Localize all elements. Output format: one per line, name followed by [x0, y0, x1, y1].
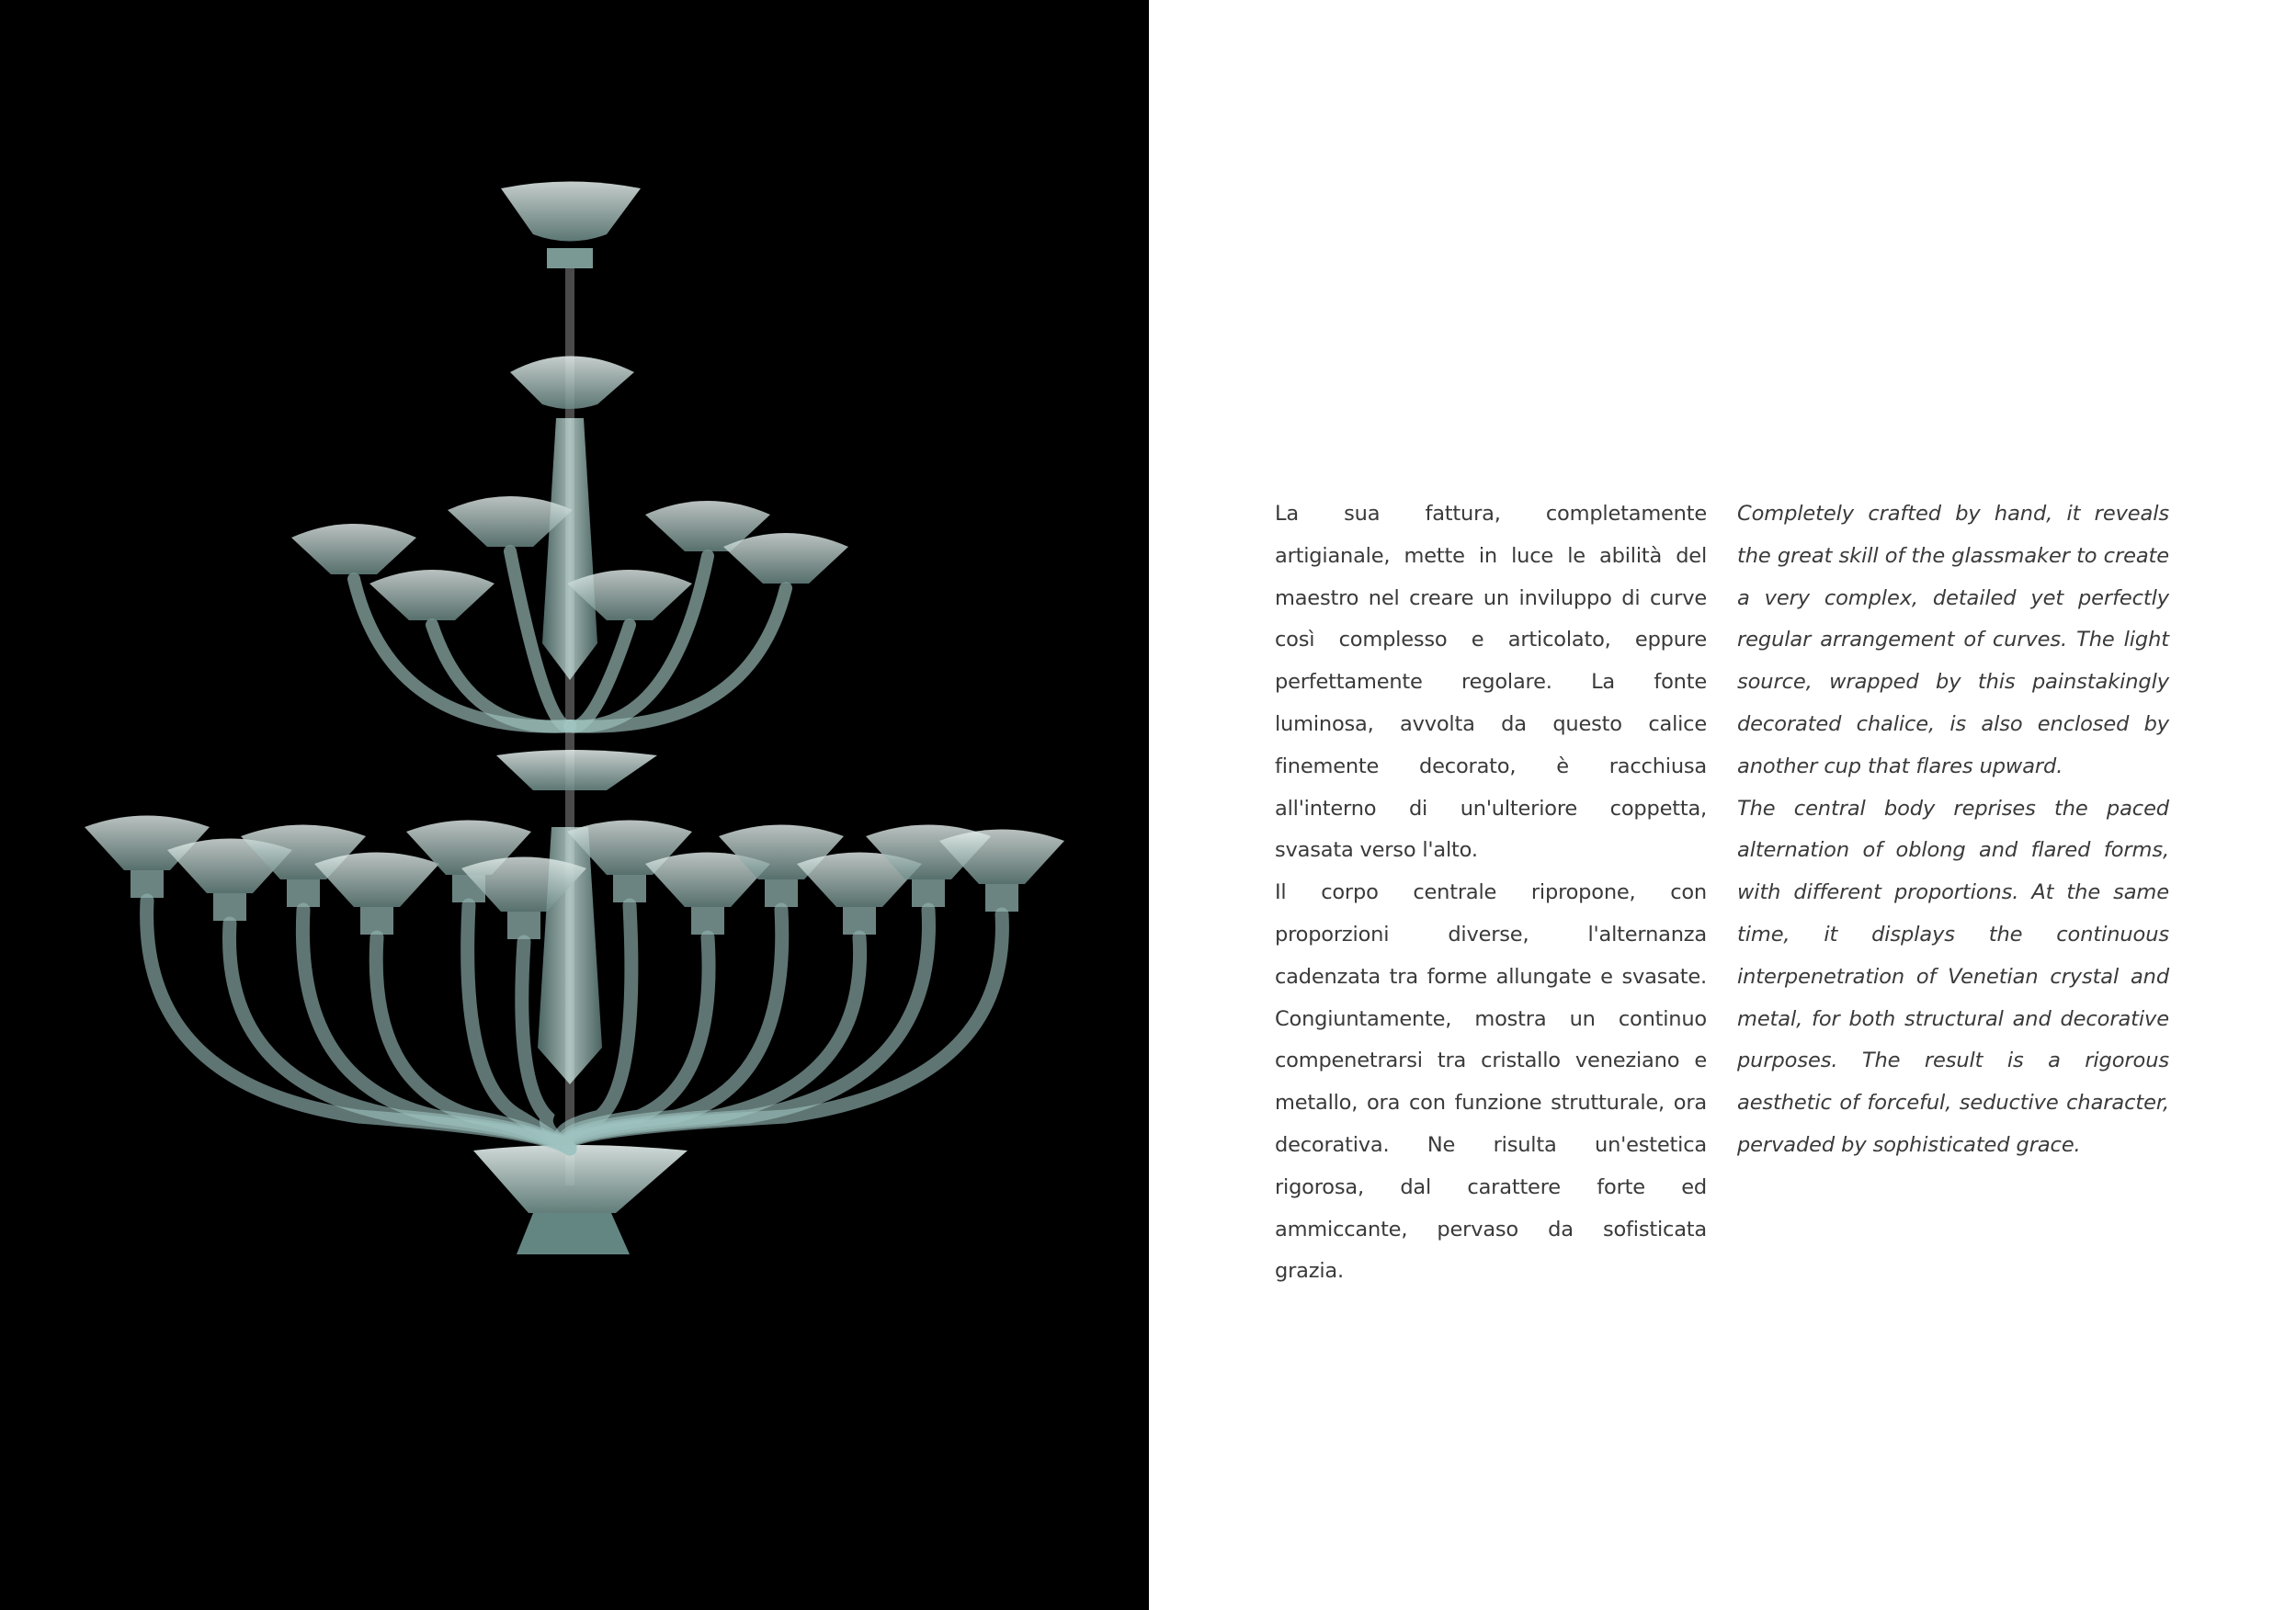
upper-candle-cup [369, 570, 494, 620]
italian-description [1275, 493, 1707, 1293]
italian-paragraph-2: Il corpo centrale ripropone, con proporzioni diverse, l'alternanza cadenzata tra forme allungate e svasate. Congiuntamente, mostra un continuo compenetrarsi tra cristallo veneziano e metallo, ora con funzione strutturale, ora decorativa. Ne risulta un'estetica rigorosa, dal carattere forte ed ammiccante, pervaso da sofisticata grazia. [1275, 880, 1707, 1284]
english-description [1737, 493, 2169, 1167]
upper-candle-cup [723, 533, 848, 584]
upper-cup [510, 357, 634, 410]
lower-candle-cup [314, 853, 439, 908]
english-paragraph-1: Completely crafted by hand, it reveals the great skill of the glassmaker to create a very complex, detailed yet perfectly regular arrangement of curves. The light source, wrapped by this painstakingly decorated chalice, is also enclosed by another cup that flares upward. [1737, 502, 2169, 778]
candle-bobeche [843, 907, 876, 935]
chandelier [85, 182, 1064, 1255]
candle-bobeche [360, 907, 393, 935]
candle-bobeche [765, 879, 798, 907]
description-panel [1149, 0, 2296, 1610]
candle-bobeche [613, 875, 646, 902]
candle-bobeche [507, 912, 540, 939]
upper-glass-body [542, 418, 597, 680]
candle-bobeche [912, 879, 945, 907]
upper-candle-cup [291, 524, 416, 574]
italian-paragraph-1: La sua fattura, completamente artigianale, mette in luce le abilità del maestro nel creare un inviluppo di curve così complesso e articolato, eppure perfettamente regolare. La fonte luminosa, avvolta da questo calice finemente decorato, è racchiusa all'interno di un'ulteriore coppetta, svasata verso l'alto. [1275, 502, 1707, 863]
canopy-collar [547, 248, 593, 268]
candle-bobeche [985, 884, 1018, 912]
candle-bobeche [287, 879, 320, 907]
middle-bowl [496, 750, 657, 790]
candle-bobeche [213, 893, 246, 921]
english-paragraph-2: The central body reprises the paced alternation of oblong and flared forms, with different proportions. At the same time, it displays the continuous interpenetration of Venetian crystal and metal, for both structural and decorative purposes. The result is a rigorous aesthetic of forceful, seductive character, pervaded by sophisticated grace. [1737, 796, 2169, 1157]
ceiling-canopy [501, 182, 641, 242]
bottom-finial [517, 1213, 630, 1254]
candle-bobeche [691, 907, 724, 935]
lower-candle-cup [939, 830, 1064, 885]
candle-bobeche [131, 870, 164, 898]
bottom-bowl [473, 1145, 688, 1213]
